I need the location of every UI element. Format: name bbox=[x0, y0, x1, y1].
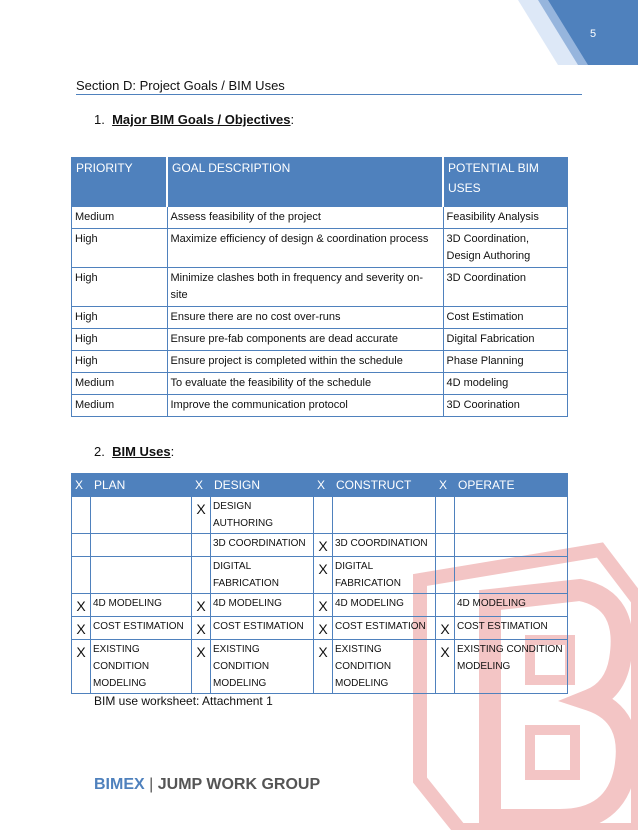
uses-header-x-design: X bbox=[192, 474, 211, 497]
design-x: X bbox=[192, 640, 211, 694]
uses-row bbox=[72, 534, 568, 557]
goals-heading bbox=[94, 112, 294, 127]
uses-header-operate: OPERATE bbox=[455, 474, 568, 497]
construct-x bbox=[314, 497, 333, 534]
uses-heading-number: 2. bbox=[94, 444, 105, 459]
goal-description: Minimize clashes both in frequency and severity on-site bbox=[167, 268, 443, 307]
plan-use: COST ESTIMATION bbox=[91, 617, 192, 640]
uses-header-construct: CONSTRUCT bbox=[333, 474, 436, 497]
uses-heading bbox=[94, 444, 174, 459]
goal-priority: High bbox=[72, 307, 168, 329]
section-title: Section D: Project Goals / BIM Uses bbox=[76, 78, 285, 93]
goals-row bbox=[72, 268, 568, 307]
construct-use: COST ESTIMATION bbox=[333, 617, 436, 640]
plan-x: X bbox=[72, 594, 91, 617]
goals-table bbox=[71, 157, 568, 417]
operate-x bbox=[436, 594, 455, 617]
uses-row bbox=[72, 617, 568, 640]
uses-heading-suffix: : bbox=[170, 444, 175, 459]
goal-bim-use: 3D Coorination bbox=[443, 395, 568, 417]
design-use: COST ESTIMATION bbox=[211, 617, 314, 640]
goal-bim-use: Feasibility Analysis bbox=[443, 207, 568, 229]
plan-x bbox=[72, 534, 91, 557]
goals-heading-number: 1. bbox=[94, 112, 105, 127]
construct-x: X bbox=[314, 640, 333, 694]
corner-decoration bbox=[518, 0, 638, 65]
operate-use bbox=[455, 497, 568, 534]
design-use: 4D MODELING bbox=[211, 594, 314, 617]
goals-row bbox=[72, 395, 568, 417]
operate-x: X bbox=[436, 617, 455, 640]
goal-description: Maximize efficiency of design & coordination process bbox=[167, 229, 443, 268]
plan-use bbox=[91, 534, 192, 557]
goal-priority: Medium bbox=[72, 395, 168, 417]
construct-x: X bbox=[314, 594, 333, 617]
goal-bim-use: 3D Coordination bbox=[443, 268, 568, 307]
construct-use: DIGITAL FABRICATION bbox=[333, 557, 436, 594]
goals-row bbox=[72, 207, 568, 229]
construct-use bbox=[333, 497, 436, 534]
operate-x bbox=[436, 497, 455, 534]
footer-group: JUMP WORK GROUP bbox=[157, 776, 321, 793]
operate-use: COST ESTIMATION bbox=[455, 617, 568, 640]
operate-use: EXISTING CONDITION MODELING bbox=[455, 640, 568, 694]
plan-x: X bbox=[72, 617, 91, 640]
goals-row bbox=[72, 307, 568, 329]
uses-row bbox=[72, 640, 568, 694]
goal-description: Assess feasibility of the project bbox=[167, 207, 443, 229]
plan-use bbox=[91, 557, 192, 594]
uses-row bbox=[72, 557, 568, 594]
goals-row bbox=[72, 373, 568, 395]
goal-bim-use: Digital Fabrication bbox=[443, 329, 568, 351]
operate-x: X bbox=[436, 640, 455, 694]
goals-header-description: GOAL DESCRIPTION bbox=[167, 158, 443, 207]
plan-use: EXISTING CONDITION MODELING bbox=[91, 640, 192, 694]
goals-header-priority: PRIORITY bbox=[72, 158, 168, 207]
construct-use: 3D COORDINATION bbox=[333, 534, 436, 557]
uses-header-design: DESIGN bbox=[211, 474, 314, 497]
operate-x bbox=[436, 534, 455, 557]
design-use: DIGITAL FABRICATION bbox=[211, 557, 314, 594]
goal-priority: High bbox=[72, 329, 168, 351]
goals-header-row bbox=[72, 158, 568, 207]
uses-header-x-plan: X bbox=[72, 474, 91, 497]
bim-uses-table bbox=[71, 473, 568, 694]
goal-priority: Medium bbox=[72, 373, 168, 395]
design-x: X bbox=[192, 617, 211, 640]
goal-priority: High bbox=[72, 229, 168, 268]
design-use: DESIGN AUTHORING bbox=[211, 497, 314, 534]
goal-priority: High bbox=[72, 351, 168, 373]
uses-header-plan: PLAN bbox=[91, 474, 192, 497]
design-x bbox=[192, 534, 211, 557]
goals-row bbox=[72, 229, 568, 268]
goal-bim-use: 4D modeling bbox=[443, 373, 568, 395]
goal-description: Ensure there are no cost over-runs bbox=[167, 307, 443, 329]
plan-use: 4D MODELING bbox=[91, 594, 192, 617]
design-use: 3D COORDINATION bbox=[211, 534, 314, 557]
goal-priority: Medium bbox=[72, 207, 168, 229]
design-use: EXISTING CONDITION MODELING bbox=[211, 640, 314, 694]
construct-use: EXISTING CONDITION MODELING bbox=[333, 640, 436, 694]
goal-bim-use: Cost Estimation bbox=[443, 307, 568, 329]
construct-x: X bbox=[314, 557, 333, 594]
operate-use bbox=[455, 534, 568, 557]
plan-x bbox=[72, 497, 91, 534]
operate-use: 4D MODELING bbox=[455, 594, 568, 617]
uses-header-row bbox=[72, 474, 568, 497]
goal-priority: High bbox=[72, 268, 168, 307]
uses-row bbox=[72, 497, 568, 534]
footer bbox=[94, 776, 320, 794]
construct-use: 4D MODELING bbox=[333, 594, 436, 617]
uses-header-x-construct: X bbox=[314, 474, 333, 497]
page-number: 5 bbox=[590, 28, 597, 40]
uses-header-x-operate: X bbox=[436, 474, 455, 497]
footer-separator: | bbox=[149, 776, 154, 793]
goals-heading-suffix: : bbox=[290, 112, 295, 127]
operate-x bbox=[436, 557, 455, 594]
operate-use bbox=[455, 557, 568, 594]
goal-description: Ensure project is completed within the schedule bbox=[167, 351, 443, 373]
attachment-note: BIM use worksheet: Attachment 1 bbox=[94, 694, 273, 708]
plan-use bbox=[91, 497, 192, 534]
construct-x: X bbox=[314, 617, 333, 640]
design-x: X bbox=[192, 497, 211, 534]
footer-brand: BIMEX bbox=[94, 776, 145, 793]
uses-heading-text: BIM Uses bbox=[112, 444, 171, 459]
plan-x bbox=[72, 557, 91, 594]
goals-row bbox=[72, 351, 568, 373]
goals-heading-text: Major BIM Goals / Objectives bbox=[112, 112, 291, 127]
design-x: X bbox=[192, 594, 211, 617]
uses-row bbox=[72, 594, 568, 617]
goal-description: To evaluate the feasibility of the schedule bbox=[167, 373, 443, 395]
goals-row bbox=[72, 329, 568, 351]
design-x bbox=[192, 557, 211, 594]
goal-description: Improve the communication protocol bbox=[167, 395, 443, 417]
goal-description: Ensure pre-fab components are dead accurate bbox=[167, 329, 443, 351]
plan-x: X bbox=[72, 640, 91, 694]
goal-bim-use: 3D Coordination, Design Authoring bbox=[443, 229, 568, 268]
goal-bim-use: Phase Planning bbox=[443, 351, 568, 373]
section-rule bbox=[76, 94, 582, 95]
construct-x: X bbox=[314, 534, 333, 557]
goals-header-uses: POTENTIAL BIM USES bbox=[443, 158, 568, 207]
